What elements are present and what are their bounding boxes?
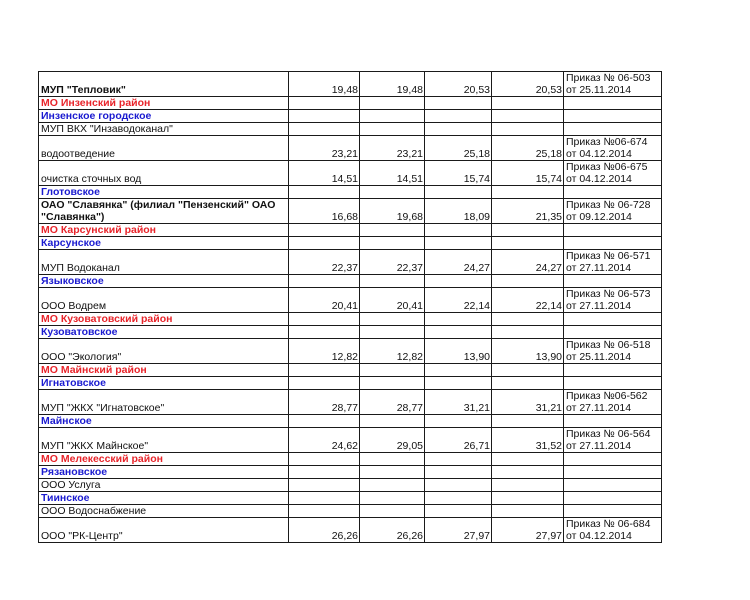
tariff-value-cell-4 (492, 466, 564, 479)
tariff-value-cell-3 (425, 377, 492, 390)
row-name-cell: ООО "Экология" (39, 339, 289, 364)
order-reference-cell (564, 313, 662, 326)
district-row (39, 97, 662, 110)
tariff-value-cell-4 (492, 364, 564, 377)
tariff-value-cell-1: 14,51 (289, 161, 360, 186)
row-name-cell: Языковское (39, 275, 289, 288)
tariff-value-cell-3: 24,27 (425, 250, 492, 275)
tariff-value-cell-2: 19,68 (360, 199, 425, 224)
order-reference-cell (564, 479, 662, 492)
tariff-value-cell-4 (492, 186, 564, 199)
tariff-value-cell-2 (360, 97, 425, 110)
tariff-value-cell-3 (425, 237, 492, 250)
row-name-cell: очистка сточных вод (39, 161, 289, 186)
order-reference-cell: Приказ № 06-684 от 04.12.2014 (564, 518, 662, 543)
tariff-value-cell-4: 20,53 (492, 72, 564, 97)
settlement-row (39, 237, 662, 250)
tariff-value-cell-4: 25,18 (492, 136, 564, 161)
tariff-value-cell-3: 25,18 (425, 136, 492, 161)
tariff-value-cell-1 (289, 186, 360, 199)
tariff-value-cell-1: 23,21 (289, 136, 360, 161)
tariff-value-cell-2: 12,82 (360, 339, 425, 364)
table-row (39, 518, 662, 543)
settlement-row (39, 275, 662, 288)
row-name-cell: ООО Водоснабжение (39, 505, 289, 518)
tariff-value-cell-4 (492, 275, 564, 288)
settlement-row (39, 110, 662, 123)
tariff-value-cell-1: 19,48 (289, 72, 360, 97)
row-name-cell: Тиинское (39, 492, 289, 505)
tariff-value-cell-3 (425, 224, 492, 237)
tariff-value-cell-2 (360, 492, 425, 505)
row-name-cell: МО Инзенский район (39, 97, 289, 110)
tariff-value-cell-2: 28,77 (360, 390, 425, 415)
row-name-cell: МУП "ЖКХ Майнское" (39, 428, 289, 453)
tariff-value-cell-1 (289, 364, 360, 377)
row-name-cell: МО Мелекесский район (39, 453, 289, 466)
table-row (39, 339, 662, 364)
tariff-value-cell-1: 16,68 (289, 199, 360, 224)
tariff-value-cell-3 (425, 313, 492, 326)
row-name-cell: водоотведение (39, 136, 289, 161)
tariff-value-cell-3: 22,14 (425, 288, 492, 313)
order-reference-cell: Приказ №06-562 от 27.11.2014 (564, 390, 662, 415)
tariff-value-cell-2: 19,48 (360, 72, 425, 97)
tariff-value-cell-4 (492, 453, 564, 466)
order-reference-cell (564, 123, 662, 136)
row-name-cell: МО Майнский район (39, 364, 289, 377)
order-reference-cell: Приказ № 06-728 от 09.12.2014 (564, 199, 662, 224)
tariff-value-cell-4 (492, 110, 564, 123)
tariff-value-cell-2 (360, 479, 425, 492)
order-reference-cell (564, 224, 662, 237)
tariff-value-cell-4 (492, 237, 564, 250)
tariff-value-cell-1 (289, 453, 360, 466)
tariff-value-cell-3: 13,90 (425, 339, 492, 364)
settlement-row (39, 415, 662, 428)
tariff-value-cell-3 (425, 97, 492, 110)
order-reference-cell (564, 415, 662, 428)
tariff-value-cell-4: 31,52 (492, 428, 564, 453)
tariff-value-cell-3 (425, 326, 492, 339)
tariff-value-cell-1 (289, 492, 360, 505)
district-row (39, 364, 662, 377)
order-reference-cell (564, 466, 662, 479)
order-reference-cell: Приказ № 06-573 от 27.11.2014 (564, 288, 662, 313)
settlement-row (39, 326, 662, 339)
row-name-cell: МО Кузоватовский район (39, 313, 289, 326)
settlement-row (39, 377, 662, 390)
row-name-cell: ООО "РК-Центр" (39, 518, 289, 543)
table-row (39, 250, 662, 275)
table-row (39, 428, 662, 453)
tariff-value-cell-4 (492, 415, 564, 428)
district-row (39, 313, 662, 326)
tariff-value-cell-3 (425, 466, 492, 479)
tariff-value-cell-1: 24,62 (289, 428, 360, 453)
tariff-value-cell-4 (492, 492, 564, 505)
order-reference-cell (564, 364, 662, 377)
tariff-value-cell-4 (492, 97, 564, 110)
tariff-value-cell-1: 22,37 (289, 250, 360, 275)
row-name-cell: МО Карсунский район (39, 224, 289, 237)
tariff-value-cell-3 (425, 453, 492, 466)
tariff-value-cell-2 (360, 186, 425, 199)
tariff-value-cell-4: 15,74 (492, 161, 564, 186)
settlement-row (39, 466, 662, 479)
row-name-cell: МУП ВКХ "Инзаводоканал" (39, 123, 289, 136)
tariff-value-cell-4: 22,14 (492, 288, 564, 313)
tariff-value-cell-1 (289, 123, 360, 136)
tariff-value-cell-2 (360, 275, 425, 288)
tariff-value-cell-3: 27,97 (425, 518, 492, 543)
tariff-value-cell-3 (425, 186, 492, 199)
tariff-value-cell-1 (289, 466, 360, 479)
tariff-value-cell-1 (289, 275, 360, 288)
tariff-value-cell-1: 20,41 (289, 288, 360, 313)
tariff-value-cell-4 (492, 326, 564, 339)
tariff-value-cell-3: 31,21 (425, 390, 492, 415)
order-reference-cell: Приказ №06-675 от 04.12.2014 (564, 161, 662, 186)
order-reference-cell (564, 326, 662, 339)
order-reference-cell: Приказ № 06-518 от 25.11.2014 (564, 339, 662, 364)
tariff-value-cell-2 (360, 466, 425, 479)
tariff-value-cell-1: 12,82 (289, 339, 360, 364)
tariff-value-cell-1 (289, 505, 360, 518)
tariff-table (38, 71, 662, 543)
row-name-cell: Инзенское городское (39, 110, 289, 123)
order-reference-cell (564, 237, 662, 250)
tariff-value-cell-2 (360, 224, 425, 237)
row-name-cell: МУП "ЖКХ "Игнатовское" (39, 390, 289, 415)
tariff-value-cell-3 (425, 123, 492, 136)
table-row (39, 72, 662, 97)
order-reference-cell (564, 505, 662, 518)
table-row (39, 199, 662, 224)
tariff-value-cell-2 (360, 313, 425, 326)
tariff-value-cell-2: 29,05 (360, 428, 425, 453)
order-reference-cell (564, 97, 662, 110)
tariff-value-cell-2: 14,51 (360, 161, 425, 186)
tariff-value-cell-2: 20,41 (360, 288, 425, 313)
tariff-value-cell-1 (289, 377, 360, 390)
tariff-value-cell-3 (425, 505, 492, 518)
table-row (39, 161, 662, 186)
tariff-value-cell-2 (360, 123, 425, 136)
tariff-value-cell-2 (360, 377, 425, 390)
order-reference-cell (564, 275, 662, 288)
tariff-value-cell-3: 18,09 (425, 199, 492, 224)
tariff-value-cell-3 (425, 110, 492, 123)
tariff-value-cell-1 (289, 313, 360, 326)
tariff-value-cell-3 (425, 479, 492, 492)
tariff-value-cell-3: 15,74 (425, 161, 492, 186)
table-row (39, 390, 662, 415)
tariff-value-cell-2 (360, 110, 425, 123)
tariff-value-cell-4: 21,35 (492, 199, 564, 224)
tariff-value-cell-1 (289, 415, 360, 428)
order-reference-cell: Приказ № 06-503 от 25.11.2014 (564, 72, 662, 97)
tariff-value-cell-4 (492, 505, 564, 518)
row-name-cell: Майнское (39, 415, 289, 428)
tariff-value-cell-4: 27,97 (492, 518, 564, 543)
settlement-row (39, 186, 662, 199)
tariff-value-cell-1 (289, 326, 360, 339)
tariff-value-cell-3 (425, 415, 492, 428)
table-row (39, 505, 662, 518)
order-reference-cell: Приказ №06-674 от 04.12.2014 (564, 136, 662, 161)
tariff-value-cell-2 (360, 415, 425, 428)
row-name-cell: Игнатовское (39, 377, 289, 390)
settlement-row (39, 492, 662, 505)
tariff-value-cell-2 (360, 237, 425, 250)
tariff-value-cell-4 (492, 224, 564, 237)
tariff-value-cell-2 (360, 453, 425, 466)
tariff-value-cell-1: 26,26 (289, 518, 360, 543)
order-reference-cell: Приказ № 06-564 от 27.11.2014 (564, 428, 662, 453)
tariff-value-cell-4 (492, 479, 564, 492)
tariff-value-cell-2: 23,21 (360, 136, 425, 161)
tariff-value-cell-1 (289, 110, 360, 123)
row-name-cell: ООО Услуга (39, 479, 289, 492)
row-name-cell: МУП "Тепловик" (39, 72, 289, 97)
table-row (39, 136, 662, 161)
district-row (39, 224, 662, 237)
row-name-cell: Кузоватовское (39, 326, 289, 339)
tariff-value-cell-3 (425, 492, 492, 505)
tariff-value-cell-1 (289, 479, 360, 492)
table-row (39, 479, 662, 492)
order-reference-cell: Приказ № 06-571 от 27.11.2014 (564, 250, 662, 275)
row-name-cell: Рязановское (39, 466, 289, 479)
row-name-cell: ООО Водрем (39, 288, 289, 313)
tariff-value-cell-4: 31,21 (492, 390, 564, 415)
order-reference-cell (564, 492, 662, 505)
order-reference-cell (564, 453, 662, 466)
tariff-value-cell-2 (360, 364, 425, 377)
tariff-value-cell-4 (492, 377, 564, 390)
tariff-value-cell-2: 22,37 (360, 250, 425, 275)
tariff-value-cell-4: 24,27 (492, 250, 564, 275)
tariff-value-cell-1 (289, 224, 360, 237)
tariff-value-cell-4 (492, 313, 564, 326)
tariff-value-cell-1 (289, 237, 360, 250)
tariff-value-cell-2 (360, 505, 425, 518)
tariff-value-cell-2 (360, 326, 425, 339)
order-reference-cell (564, 110, 662, 123)
tariff-value-cell-1: 28,77 (289, 390, 360, 415)
row-name-cell: Глотовское (39, 186, 289, 199)
tariff-value-cell-1 (289, 97, 360, 110)
row-name-cell: ОАО "Славянка" (филиал "Пензенский" ОАО "Славянка") (39, 199, 289, 224)
row-name-cell: МУП Водоканал (39, 250, 289, 275)
tariff-value-cell-3: 26,71 (425, 428, 492, 453)
tariff-value-cell-3 (425, 364, 492, 377)
tariff-value-cell-4: 13,90 (492, 339, 564, 364)
district-row (39, 453, 662, 466)
tariff-value-cell-4 (492, 123, 564, 136)
tariff-value-cell-3 (425, 275, 492, 288)
tariff-value-cell-3: 20,53 (425, 72, 492, 97)
order-reference-cell (564, 186, 662, 199)
order-reference-cell (564, 377, 662, 390)
row-name-cell: Карсунское (39, 237, 289, 250)
tariff-value-cell-2: 26,26 (360, 518, 425, 543)
table-row (39, 288, 662, 313)
table-row (39, 123, 662, 136)
